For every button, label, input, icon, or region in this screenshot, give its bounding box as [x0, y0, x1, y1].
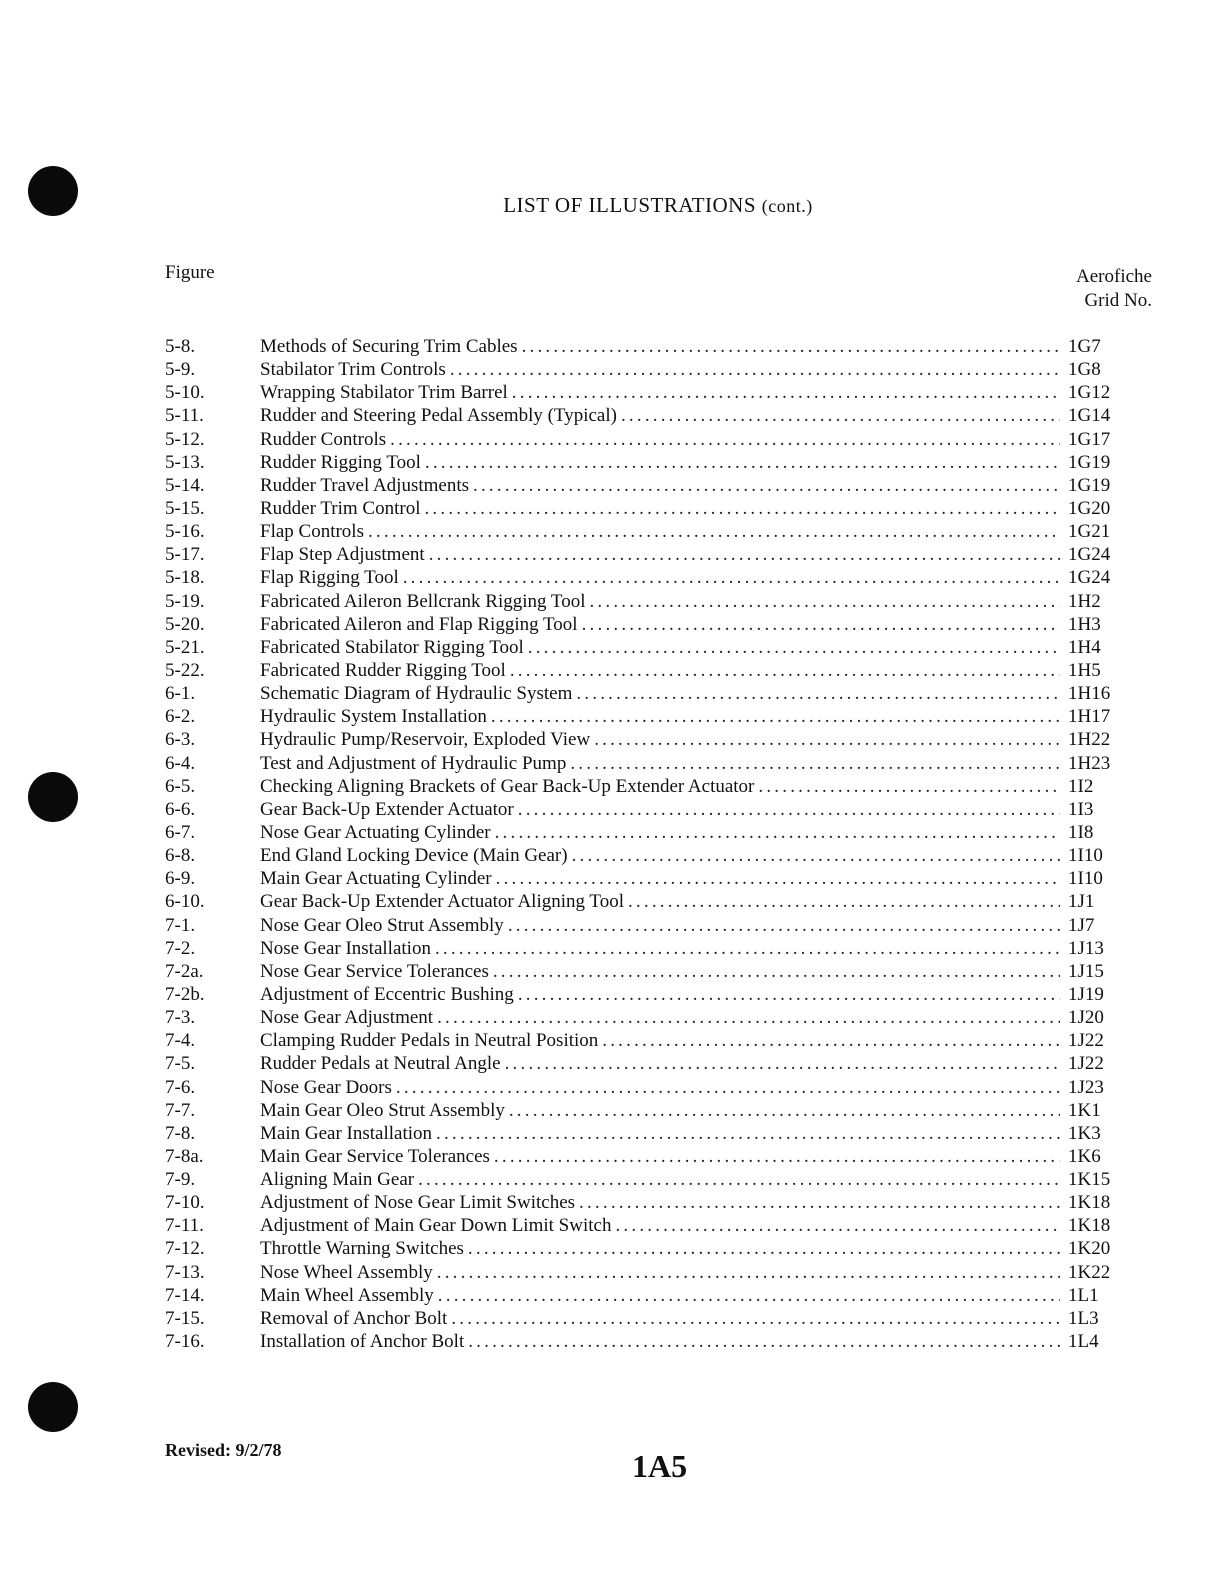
entry-title-leader — [260, 474, 1060, 497]
figure-title: Adjustment of Eccentric Bushing — [260, 983, 518, 1006]
list-item — [165, 682, 1125, 705]
dot-leader — [438, 1284, 1060, 1307]
figure-number: 5-14. — [165, 474, 205, 496]
figure-title: Main Gear Installation — [260, 1122, 436, 1145]
list-item — [165, 960, 1125, 983]
list-item — [165, 1145, 1125, 1168]
dot-leader — [589, 590, 1060, 613]
figure-title: Aligning Main Gear — [260, 1168, 418, 1191]
dot-leader — [473, 474, 1060, 497]
figure-title: Main Gear Service Tolerances — [260, 1145, 494, 1168]
dot-leader — [758, 775, 1060, 798]
dot-leader — [437, 1006, 1060, 1029]
figure-number: 5-18. — [165, 567, 205, 589]
grid-number: 1J1 — [1068, 891, 1095, 913]
figure-title: Flap Step Adjustment — [260, 543, 429, 566]
list-item — [165, 867, 1125, 890]
figure-title: End Gland Locking Device (Main Gear) — [260, 844, 572, 867]
figure-title: Fabricated Aileron Bellcrank Rigging Tool — [260, 590, 589, 613]
entry-title-leader — [260, 867, 1060, 890]
dot-leader — [518, 798, 1060, 821]
figure-number: 7-11. — [165, 1215, 204, 1237]
grid-number: 1G7 — [1068, 336, 1101, 357]
entry-title-leader — [260, 983, 1060, 1006]
entry-title-leader — [260, 937, 1060, 960]
list-item — [165, 613, 1125, 636]
dot-leader — [518, 983, 1060, 1006]
figure-title: Wrapping Stabilator Trim Barrel — [260, 381, 512, 404]
entry-title-leader — [260, 1029, 1060, 1052]
figure-title: Main Wheel Assembly — [260, 1284, 438, 1307]
dot-leader — [505, 1052, 1060, 1075]
entry-title-leader — [260, 775, 1060, 798]
list-item — [165, 821, 1125, 844]
entry-title-leader — [260, 543, 1060, 566]
list-item — [165, 543, 1125, 566]
grid-number: 1J22 — [1068, 1053, 1104, 1075]
figure-number: 5-17. — [165, 544, 205, 566]
figure-number: 5-8. — [165, 336, 196, 357]
figure-number: 6-8. — [165, 845, 196, 867]
dot-leader — [403, 566, 1060, 589]
dot-leader — [510, 659, 1060, 682]
list-item — [165, 1052, 1125, 1075]
grid-number: 1H22 — [1068, 729, 1111, 751]
entry-title-leader — [260, 1076, 1060, 1099]
entry-title-leader — [260, 752, 1060, 775]
column-header-grid-line1: Aerofiche — [1076, 266, 1152, 287]
figure-title: Main Gear Oleo Strut Assembly — [260, 1099, 509, 1122]
list-item — [165, 728, 1125, 751]
dot-leader — [493, 960, 1060, 983]
dot-leader — [437, 1261, 1060, 1284]
entry-title-leader — [260, 335, 1060, 358]
entry-title-leader — [260, 636, 1060, 659]
grid-number: 1J23 — [1068, 1076, 1104, 1098]
entry-title-leader — [260, 613, 1060, 636]
grid-number: 1K6 — [1068, 1145, 1101, 1167]
dot-leader — [602, 1029, 1060, 1052]
entry-title-leader — [260, 1284, 1060, 1307]
list-item — [165, 1006, 1125, 1029]
list-item — [165, 752, 1125, 775]
entry-title-leader — [260, 381, 1060, 404]
grid-number: 1G17 — [1068, 428, 1111, 450]
figure-title: Nose Wheel Assembly — [260, 1261, 437, 1284]
figure-title: Clamping Rudder Pedals in Neutral Position — [260, 1029, 602, 1052]
dot-leader — [435, 937, 1060, 960]
figure-number: 7-2. — [165, 937, 196, 959]
list-item — [165, 1076, 1125, 1099]
dot-leader — [570, 752, 1060, 775]
figure-number: 6-9. — [165, 868, 196, 890]
dot-leader — [496, 867, 1060, 890]
grid-number: 1G24 — [1068, 567, 1111, 589]
grid-number: 1G19 — [1068, 451, 1111, 473]
entry-title-leader — [260, 1237, 1060, 1260]
figure-number: 7-3. — [165, 1007, 196, 1029]
grid-number: 1H4 — [1068, 636, 1101, 658]
list-item — [165, 1191, 1125, 1214]
dot-leader — [621, 404, 1060, 427]
binder-hole-bottom — [28, 1382, 78, 1432]
grid-number: 1I8 — [1068, 821, 1094, 843]
figure-number: 7-9. — [165, 1169, 196, 1191]
figure-title: Rudder and Steering Pedal Assembly (Typical) — [260, 404, 621, 427]
figure-number: 7-13. — [165, 1261, 205, 1283]
entry-title-leader — [260, 1122, 1060, 1145]
dot-leader — [429, 543, 1060, 566]
dot-leader — [572, 844, 1060, 867]
list-item — [165, 428, 1125, 451]
figure-title: Nose Gear Service Tolerances — [260, 960, 493, 983]
list-item — [165, 937, 1125, 960]
entry-title-leader — [260, 520, 1060, 543]
column-header-figure: Figure — [165, 262, 215, 283]
dot-leader — [436, 1122, 1060, 1145]
entry-title-leader — [260, 497, 1060, 520]
entry-title-leader — [260, 844, 1060, 867]
list-item — [165, 890, 1125, 913]
entry-title-leader — [260, 1006, 1060, 1029]
list-item — [165, 358, 1125, 381]
grid-number: 1G8 — [1068, 359, 1101, 381]
grid-number: 1H3 — [1068, 613, 1101, 635]
figure-title: Nose Gear Actuating Cylinder — [260, 821, 495, 844]
dot-leader — [451, 1307, 1060, 1330]
list-item — [165, 798, 1125, 821]
list-item — [165, 404, 1125, 427]
list-item — [165, 983, 1125, 1006]
figure-number: 6-3. — [165, 729, 196, 751]
grid-number: 1J19 — [1068, 983, 1104, 1005]
grid-number: 1L4 — [1068, 1331, 1099, 1353]
dot-leader — [390, 428, 1060, 451]
column-header-grid — [1062, 265, 1152, 313]
figure-title: Nose Gear Adjustment — [260, 1006, 437, 1029]
list-item — [165, 566, 1125, 589]
figure-number: 7-8. — [165, 1122, 196, 1144]
list-item — [165, 1330, 1125, 1353]
dot-leader — [468, 1237, 1060, 1260]
figure-number: 6-6. — [165, 798, 196, 820]
list-item — [165, 914, 1125, 937]
entry-title-leader — [260, 890, 1060, 913]
entry-title-leader — [260, 659, 1060, 682]
dot-leader — [450, 358, 1060, 381]
grid-number: 1K18 — [1068, 1192, 1111, 1214]
figure-title: Hydraulic System Installation — [260, 705, 491, 728]
grid-number: 1G12 — [1068, 382, 1111, 404]
list-item — [165, 1168, 1125, 1191]
list-item — [165, 1237, 1125, 1260]
dot-leader — [512, 381, 1060, 404]
figure-title: Gear Back-Up Extender Actuator — [260, 798, 518, 821]
list-item — [165, 381, 1125, 404]
dot-leader — [495, 821, 1060, 844]
page-title-suffix: (cont.) — [761, 196, 813, 216]
list-item — [165, 1099, 1125, 1122]
list-item — [165, 520, 1125, 543]
figure-number: 7-6. — [165, 1076, 196, 1098]
entry-title-leader — [260, 404, 1060, 427]
grid-number: 1H17 — [1068, 706, 1111, 728]
dot-leader — [509, 1099, 1060, 1122]
page-title — [0, 193, 1224, 218]
grid-number: 1K3 — [1068, 1122, 1101, 1144]
grid-number: 1J15 — [1068, 960, 1104, 982]
list-item — [165, 636, 1125, 659]
entry-title-leader — [260, 428, 1060, 451]
entry-title-leader — [260, 1099, 1060, 1122]
illustration-list — [165, 335, 1125, 1353]
entry-title-leader — [260, 358, 1060, 381]
entry-title-leader — [260, 1330, 1060, 1353]
entry-title-leader — [260, 1214, 1060, 1237]
grid-number: 1H5 — [1068, 659, 1101, 681]
grid-number: 1J13 — [1068, 937, 1104, 959]
grid-number: 1I10 — [1068, 868, 1103, 890]
figure-title: Fabricated Aileron and Flap Rigging Tool — [260, 613, 582, 636]
figure-title: Rudder Trim Control — [260, 497, 424, 520]
figure-title: Nose Gear Doors — [260, 1076, 396, 1099]
list-item — [165, 451, 1125, 474]
entry-title-leader — [260, 1052, 1060, 1075]
grid-number: 1J22 — [1068, 1030, 1104, 1052]
figure-title: Checking Aligning Brackets of Gear Back-Up Extender Actuator — [260, 775, 758, 798]
entry-title-leader — [260, 566, 1060, 589]
dot-leader — [494, 1145, 1060, 1168]
figure-number: 5-12. — [165, 428, 205, 450]
figure-number: 6-2. — [165, 706, 196, 728]
figure-number: 5-21. — [165, 636, 205, 658]
list-item — [165, 1261, 1125, 1284]
grid-number: 1G20 — [1068, 497, 1111, 519]
figure-title: Flap Rigging Tool — [260, 566, 403, 589]
grid-number: 1I10 — [1068, 845, 1103, 867]
grid-number: 1I3 — [1068, 798, 1094, 820]
figure-number: 5-13. — [165, 451, 205, 473]
figure-title: Installation of Anchor Bolt — [260, 1330, 468, 1353]
dot-leader — [508, 914, 1060, 937]
list-item — [165, 1307, 1125, 1330]
list-item — [165, 335, 1125, 358]
figure-number: 7-2a. — [165, 960, 204, 982]
grid-number: 1K15 — [1068, 1169, 1111, 1191]
figure-number: 7-1. — [165, 914, 196, 936]
figure-title: Test and Adjustment of Hydraulic Pump — [260, 752, 570, 775]
figure-title: Flap Controls — [260, 520, 368, 543]
figure-number: 6-7. — [165, 821, 196, 843]
entry-title-leader — [260, 451, 1060, 474]
figure-title: Fabricated Rudder Rigging Tool — [260, 659, 510, 682]
figure-number: 7-5. — [165, 1053, 196, 1075]
figure-number: 7-14. — [165, 1284, 205, 1306]
grid-number: 1G19 — [1068, 474, 1111, 496]
figure-number: 5-22. — [165, 659, 205, 681]
grid-number: 1G14 — [1068, 405, 1111, 427]
entry-title-leader — [260, 798, 1060, 821]
list-item — [165, 1122, 1125, 1145]
grid-number: 1L1 — [1068, 1284, 1099, 1306]
entry-title-leader — [260, 1191, 1060, 1214]
page-number: 1A5 — [632, 1448, 688, 1484]
list-item — [165, 844, 1125, 867]
figure-title: Stabilator Trim Controls — [260, 358, 450, 381]
binder-hole-middle — [28, 772, 78, 822]
grid-number: 1J20 — [1068, 1007, 1104, 1029]
figure-number: 6-10. — [165, 891, 205, 913]
list-item — [165, 775, 1125, 798]
figure-number: 7-2b. — [165, 983, 205, 1005]
dot-leader — [491, 705, 1060, 728]
revision-date: Revised: 9/2/78 — [165, 1440, 282, 1460]
grid-number: 1L3 — [1068, 1307, 1099, 1329]
figure-number: 5-16. — [165, 521, 205, 543]
figure-title: Fabricated Stabilator Rigging Tool — [260, 636, 528, 659]
figure-title: Rudder Rigging Tool — [260, 451, 425, 474]
figure-title: Rudder Controls — [260, 428, 390, 451]
grid-number: 1G21 — [1068, 521, 1111, 543]
entry-title-leader — [260, 682, 1060, 705]
page-title-text: LIST OF ILLUSTRATIONS — [503, 193, 757, 217]
figure-number: 6-5. — [165, 775, 196, 797]
list-item — [165, 1284, 1125, 1307]
figure-title: Rudder Pedals at Neutral Angle — [260, 1052, 505, 1075]
dot-leader — [418, 1168, 1060, 1191]
figure-number: 7-16. — [165, 1331, 205, 1353]
figure-number: 7-12. — [165, 1238, 205, 1260]
entry-title-leader — [260, 728, 1060, 751]
grid-number: 1K18 — [1068, 1215, 1111, 1237]
figure-number: 7-4. — [165, 1030, 196, 1052]
grid-number: 1H23 — [1068, 752, 1111, 774]
figure-title: Adjustment of Nose Gear Limit Switches — [260, 1191, 579, 1214]
figure-title: Schematic Diagram of Hydraulic System — [260, 682, 576, 705]
figure-number: 5-9. — [165, 359, 196, 381]
grid-number: 1K1 — [1068, 1099, 1101, 1121]
dot-leader — [594, 728, 1060, 751]
list-item — [165, 705, 1125, 728]
figure-title: Nose Gear Oleo Strut Assembly — [260, 914, 508, 937]
dot-leader — [425, 451, 1060, 474]
list-item — [165, 497, 1125, 520]
entry-title-leader — [260, 1261, 1060, 1284]
entry-title-leader — [260, 1307, 1060, 1330]
entry-title-leader — [260, 1145, 1060, 1168]
figure-title: Throttle Warning Switches — [260, 1237, 468, 1260]
figure-number: 7-7. — [165, 1099, 196, 1121]
dot-leader — [528, 636, 1060, 659]
grid-number: 1I2 — [1068, 775, 1094, 797]
figure-number: 7-15. — [165, 1307, 205, 1329]
entry-title-leader — [260, 914, 1060, 937]
figure-number: 5-11. — [165, 405, 204, 427]
dot-leader — [468, 1330, 1060, 1353]
figure-number: 6-4. — [165, 752, 196, 774]
grid-number: 1G24 — [1068, 544, 1111, 566]
figure-number: 5-10. — [165, 382, 205, 404]
figure-title: Rudder Travel Adjustments — [260, 474, 473, 497]
figure-title: Hydraulic Pump/Reservoir, Exploded View — [260, 728, 594, 751]
dot-leader — [576, 682, 1060, 705]
figure-number: 5-19. — [165, 590, 205, 612]
list-item — [165, 659, 1125, 682]
dot-leader — [368, 520, 1060, 543]
grid-number: 1H2 — [1068, 590, 1101, 612]
figure-title: Nose Gear Installation — [260, 937, 435, 960]
entry-title-leader — [260, 1168, 1060, 1191]
grid-number: 1K20 — [1068, 1238, 1111, 1260]
figure-title: Gear Back-Up Extender Actuator Aligning Tool — [260, 890, 628, 913]
entry-title-leader — [260, 705, 1060, 728]
dot-leader — [615, 1214, 1060, 1237]
figure-title: Adjustment of Main Gear Down Limit Switch — [260, 1214, 615, 1237]
figure-number: 6-1. — [165, 683, 196, 705]
dot-leader — [424, 497, 1060, 520]
dot-leader — [522, 335, 1060, 358]
list-item — [165, 590, 1125, 613]
dot-leader — [628, 890, 1060, 913]
dot-leader — [579, 1191, 1060, 1214]
dot-leader — [582, 613, 1060, 636]
figure-title: Removal of Anchor Bolt — [260, 1307, 451, 1330]
list-item — [165, 474, 1125, 497]
figure-number: 5-20. — [165, 613, 205, 635]
list-item — [165, 1214, 1125, 1237]
grid-number: 1J7 — [1068, 914, 1095, 936]
grid-number: 1H16 — [1068, 683, 1111, 705]
entry-title-leader — [260, 960, 1060, 983]
figure-number: 7-10. — [165, 1192, 205, 1214]
entry-title-leader — [260, 821, 1060, 844]
figure-number: 5-15. — [165, 497, 205, 519]
grid-number: 1K22 — [1068, 1261, 1111, 1283]
figure-number: 7-8a. — [165, 1145, 204, 1167]
dot-leader — [396, 1076, 1060, 1099]
column-header-grid-line2: Grid No. — [1084, 290, 1152, 311]
figure-title: Main Gear Actuating Cylinder — [260, 867, 496, 890]
list-item — [165, 1029, 1125, 1052]
figure-title: Methods of Securing Trim Cables — [260, 335, 522, 358]
entry-title-leader — [260, 590, 1060, 613]
